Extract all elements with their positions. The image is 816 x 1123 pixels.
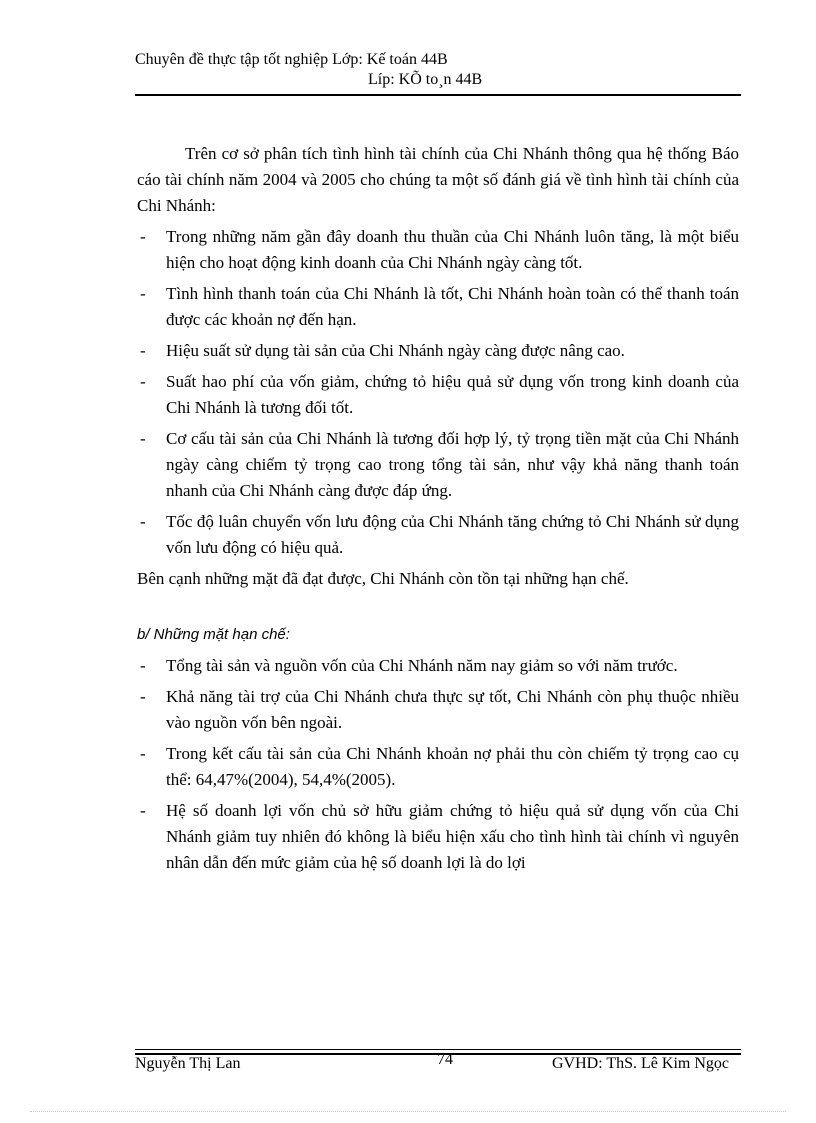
list-item-text: Hiệu suất sử dụng tài sản của Chi Nhánh ngày càng được nâng cao. xyxy=(166,341,625,360)
bullet-marker: - xyxy=(140,512,146,531)
limitations-heading: b/ Những mặt hạn chế: xyxy=(137,626,290,643)
bullet-marker: - xyxy=(140,744,146,763)
list-item xyxy=(137,798,739,876)
bullet-marker: - xyxy=(140,801,146,820)
list-item-text: Cơ cấu tài sản của Chi Nhánh là tương đối hợp lý, tỷ trọng tiền mặt của Chi Nhánh ngày càng chiếm tỷ trọng cao trong tổng tài sản, như vậy khả năng thanh toán nhanh của Chi Nhánh càng được đáp ứng. xyxy=(166,429,739,500)
list-item-text: Tốc độ luân chuyển vốn lưu động của Chi Nhánh tăng chứng tỏ Chi Nhánh sử dụng vốn lưu động có hiệu quả. xyxy=(166,512,739,557)
page-header xyxy=(135,50,741,88)
document-body xyxy=(137,141,739,876)
list-item xyxy=(137,684,739,736)
list-item xyxy=(137,653,739,679)
footer-author: Nguyễn Thị Lan xyxy=(135,1055,241,1072)
bullet-marker: - xyxy=(140,227,146,246)
list-item-text: Khả năng tài trợ của Chi Nhánh chưa thực sự tốt, Chi Nhánh còn phụ thuộc nhiều vào nguồn vốn bên ngoài. xyxy=(166,687,739,732)
list-item-text: Trong kết cấu tài sản của Chi Nhánh khoản nợ phải thu còn chiếm tỷ trọng cao cụ thể: 64,47%(2004), 54,4%(2005). xyxy=(166,744,739,789)
transition-paragraph: Bên cạnh những mặt đã đạt được, Chi Nhánh còn tồn tại những hạn chế. xyxy=(137,569,629,588)
list-item xyxy=(137,426,739,504)
page-footer xyxy=(135,1051,741,1079)
intro-paragraph: Trên cơ sở phân tích tình hình tài chính của Chi Nhánh thông qua hệ thống Báo cáo tài chính năm 2004 và 2005 cho chúng ta một số đánh giá về tình hình tài chính của Chi Nhánh: xyxy=(137,144,739,215)
list-item-text: Suất hao phí của vốn giảm, chứng tỏ hiệu quả sử dụng vốn trong kinh doanh của Chi Nhánh là tương đối tốt. xyxy=(166,372,739,417)
footer-supervisor: GVHD: ThS. Lê Kim Ngọc xyxy=(551,1055,729,1072)
list-item-text: Trong những năm gần đây doanh thu thuần của Chi Nhánh luôn tăng, là một biểu hiện cho hoạt động kinh doanh của Chi Nhánh ngày càng tốt. xyxy=(166,227,739,272)
page-number: 74 xyxy=(437,1051,453,1068)
list-item xyxy=(137,369,739,421)
footer-divider-thin xyxy=(135,1049,741,1050)
bullet-marker: - xyxy=(140,429,146,448)
list-item xyxy=(137,281,739,333)
bullet-marker: - xyxy=(140,284,146,303)
strengths-list xyxy=(137,224,739,561)
header-divider xyxy=(135,94,741,96)
bullet-marker: - xyxy=(140,656,146,675)
list-item xyxy=(137,224,739,276)
bullet-marker: - xyxy=(140,687,146,706)
list-item-text: Tổng tài sản và nguồn vốn của Chi Nhánh năm nay giảm so với năm trước. xyxy=(166,656,678,675)
header-class-garbled: Líp: KÕ to¸n 44B xyxy=(368,71,483,88)
list-item xyxy=(137,741,739,793)
limitations-list xyxy=(137,653,739,876)
list-item xyxy=(137,509,739,561)
header-title: Chuyên đề thực tập tốt nghiệp Lớp: Kế toán 44B xyxy=(135,51,448,68)
bullet-marker: - xyxy=(140,372,146,391)
page-bottom-dotted-border xyxy=(30,1111,786,1112)
list-item-text: Tình hình thanh toán của Chi Nhánh là tốt, Chi Nhánh hoàn toàn có thể thanh toán được các khoản nợ đến hạn. xyxy=(166,284,739,329)
list-item-text: Hệ số doanh lợi vốn chủ sở hữu giảm chứng tỏ hiệu quả sử dụng vốn của Chi Nhánh giảm tuy nhiên đó không là biểu hiện xấu cho tình hình tài chính vì nguyên nhân dẫn đến mức giảm của hệ số doanh lợi là do lợi xyxy=(166,801,739,872)
list-item xyxy=(137,338,739,364)
bullet-marker: - xyxy=(140,341,146,360)
